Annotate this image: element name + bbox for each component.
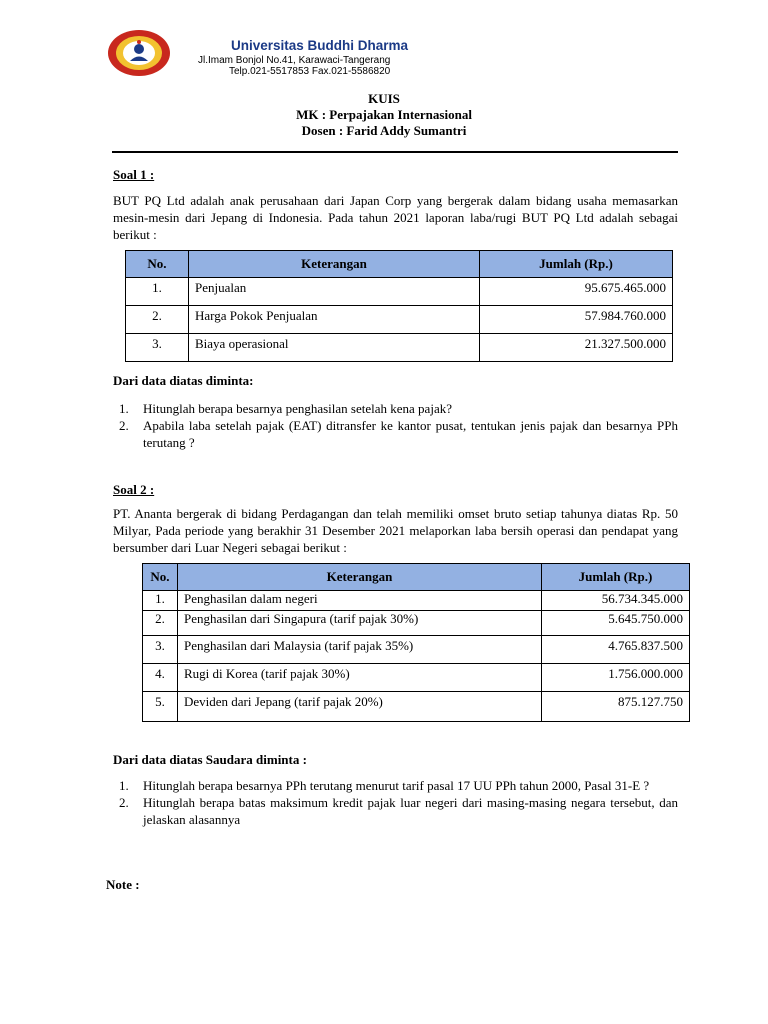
col-header-keterangan: Keterangan	[189, 251, 480, 278]
cell-jumlah: 4.765.837.500	[542, 636, 690, 664]
list-item	[119, 777, 678, 794]
cell-jumlah: 5.645.750.000	[542, 611, 690, 636]
soal2-diminta: Dari data diatas Saudara diminta :	[113, 752, 307, 767]
header-divider	[112, 151, 678, 153]
cell-keterangan: Penghasilan dari Malaysia (tarif pajak 35%)	[178, 636, 542, 664]
lecturer-name: Dosen : Farid Addy Sumantri	[301, 123, 467, 138]
note-label: Note :	[106, 877, 140, 892]
table-row	[126, 334, 673, 362]
question-number: 1.	[119, 778, 129, 793]
table-row	[143, 636, 690, 664]
soal2-heading: Soal 2 :	[113, 482, 155, 497]
cell-no: 2.	[143, 611, 178, 636]
cell-keterangan: Harga Pokok Penjualan	[189, 306, 480, 334]
cell-jumlah: 875.127.750	[542, 692, 690, 722]
cell-jumlah: 56.734.345.000	[542, 591, 690, 611]
soal1-questions	[119, 400, 678, 451]
table-row	[143, 664, 690, 692]
soal1-intro: BUT PQ Ltd adalah anak perusahaan dari Japan Corp yang bergerak dalam bidang usaha memasarkan mesin-mesin dari Jepang di Indonesia. Pada tahun 2021 laporan laba/rugi BUT PQ Ltd adalah sebagai berikut :	[113, 193, 678, 242]
cell-jumlah: 95.675.465.000	[480, 278, 673, 306]
cell-jumlah: 1.756.000.000	[542, 664, 690, 692]
cell-keterangan: Biaya operasional	[189, 334, 480, 362]
col-header-no: No.	[143, 564, 178, 591]
question-number: 2.	[119, 795, 129, 810]
table-row	[126, 306, 673, 334]
question-number: 1.	[119, 401, 129, 416]
university-phone: Telp.021-5517853 Fax.021-5586820	[229, 66, 391, 77]
col-header-jumlah: Jumlah (Rp.)	[480, 251, 673, 278]
cell-no: 1.	[143, 591, 178, 611]
table-row	[143, 692, 690, 722]
question-text: Hitunglah berapa batas maksimum kredit pajak luar negeri dari masing-masing negara tersebut, dan jelaskan alasannya	[143, 795, 678, 827]
cell-keterangan: Deviden dari Jepang (tarif pajak 20%)	[178, 692, 542, 722]
cell-no: 3.	[143, 636, 178, 664]
cell-jumlah: 21.327.500.000	[480, 334, 673, 362]
list-item	[119, 794, 678, 828]
cell-no: 4.	[143, 664, 178, 692]
university-address: Jl.Imam Bonjol No.41, Karawaci-Tangerang	[198, 55, 391, 66]
cell-no: 3.	[126, 334, 189, 362]
cell-keterangan: Penjualan	[189, 278, 480, 306]
soal2-questions	[119, 777, 678, 828]
soal2-intro: PT. Ananta bergerak di bidang Perdagangan dan telah memiliki omset bruto setiap tahunya diatas Rp. 50 Milyar, Pada periode yang berakhir 31 Desember 2021 melaporkan laba bersih operasi dan pendapat yang bersumber dari Luar Negeri sebagai berikut :	[113, 506, 678, 555]
question-text: Apabila laba setelah pajak (EAT) ditransfer ke kantor pusat, tentukan jenis pajak dan besarnya PPh terutang ?	[143, 418, 678, 450]
cell-no: 5.	[143, 692, 178, 722]
course-name: MK : Perpajakan Internasional	[296, 107, 472, 122]
soal2-table	[142, 563, 690, 722]
cell-keterangan: Penghasilan dalam negeri	[178, 591, 542, 611]
table-row	[126, 278, 673, 306]
soal1-table	[125, 250, 673, 362]
col-header-keterangan: Keterangan	[178, 564, 542, 591]
list-item	[119, 400, 678, 417]
question-number: 2.	[119, 418, 129, 433]
soal1-diminta: Dari data diatas diminta:	[113, 373, 254, 388]
table-row	[143, 611, 690, 636]
list-item	[119, 417, 678, 451]
cell-no: 2.	[126, 306, 189, 334]
cell-keterangan: Rugi di Korea (tarif pajak 30%)	[178, 664, 542, 692]
cell-no: 1.	[126, 278, 189, 306]
university-logo	[106, 28, 172, 78]
cell-keterangan: Penghasilan dari Singapura (tarif pajak 30%)	[178, 611, 542, 636]
soal1-heading: Soal 1 :	[113, 167, 155, 182]
col-header-jumlah: Jumlah (Rp.)	[542, 564, 690, 591]
university-name: Universitas Buddhi Dharma	[231, 38, 409, 53]
table-header-row	[143, 564, 690, 591]
question-text: Hitunglah berapa besarnya PPh terutang menurut tarif pasal 17 UU PPh tahun 2000, Pasal 31-E ?	[143, 778, 650, 793]
cell-jumlah: 57.984.760.000	[480, 306, 673, 334]
table-row	[143, 591, 690, 611]
table-header-row	[126, 251, 673, 278]
doc-title: KUIS	[368, 91, 400, 106]
col-header-no: No.	[126, 251, 189, 278]
question-text: Hitunglah berapa besarnya penghasilan setelah kena pajak?	[143, 401, 452, 416]
